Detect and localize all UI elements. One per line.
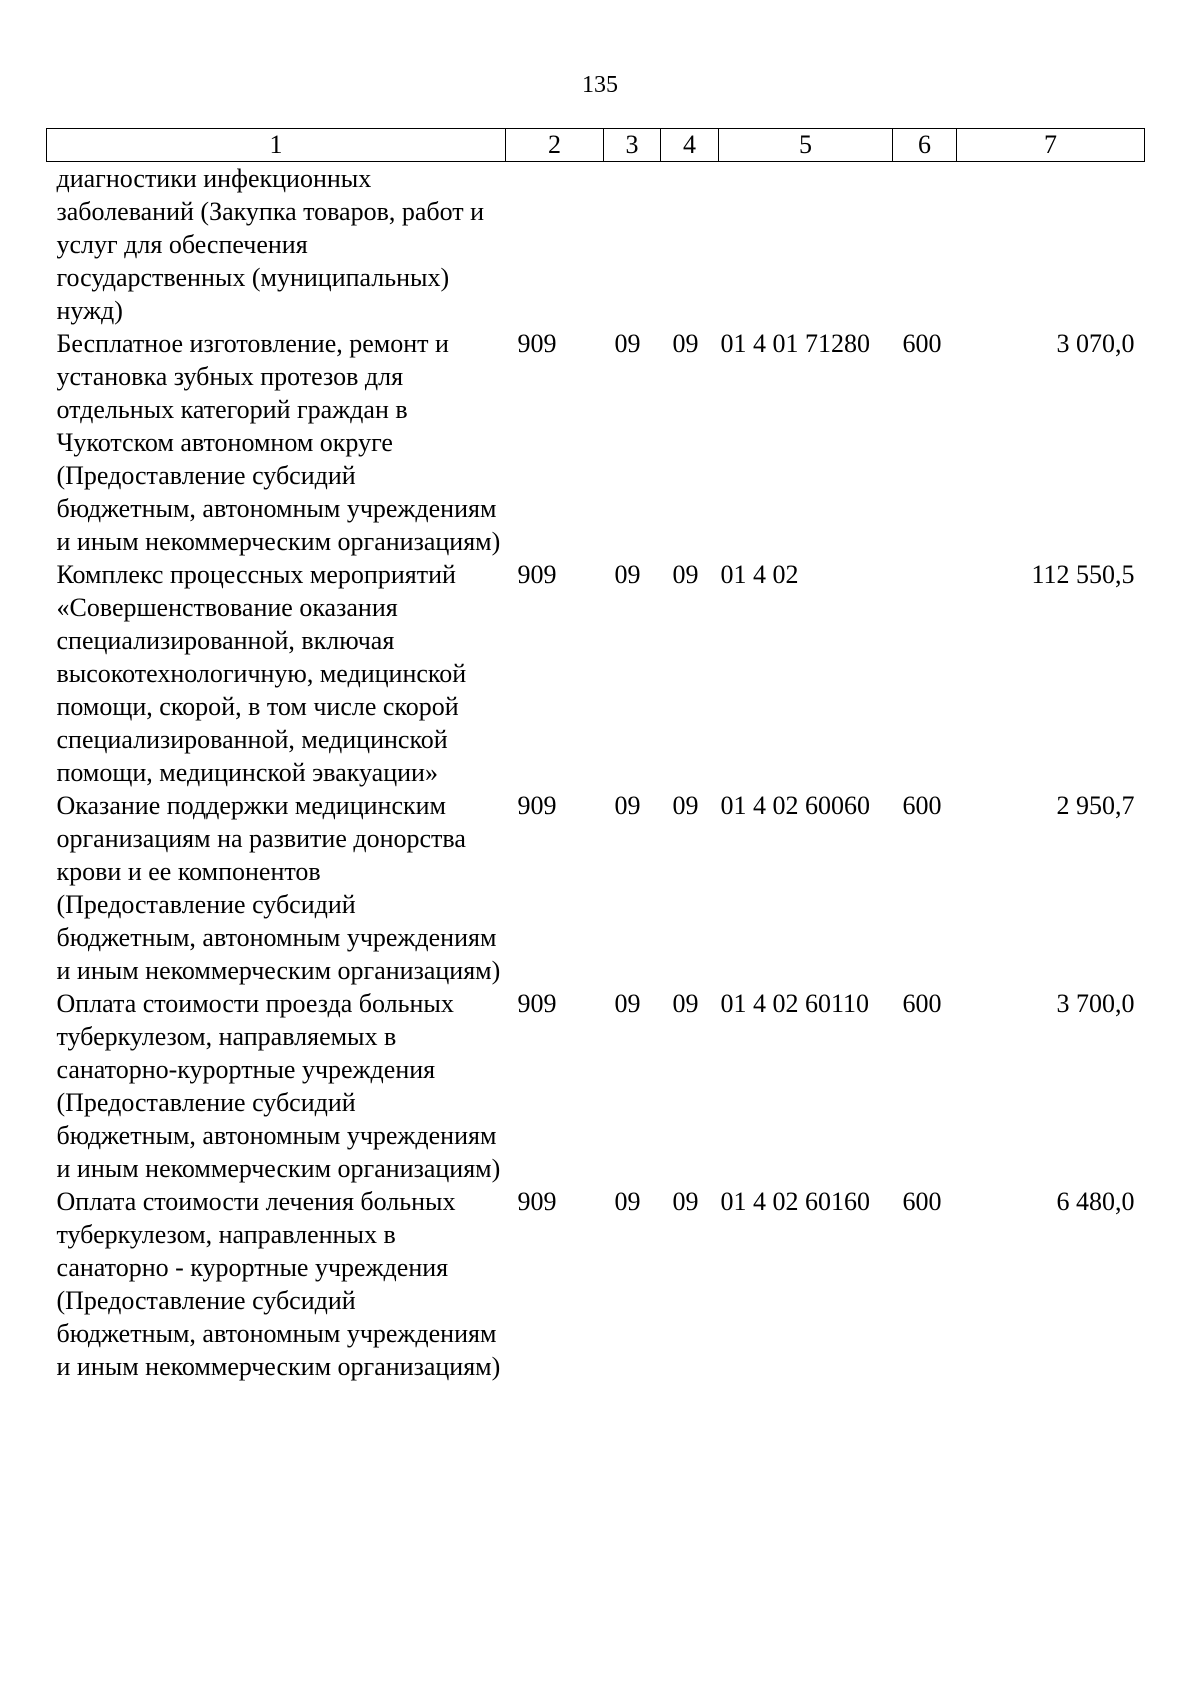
row-grbs xyxy=(506,162,604,328)
budget-table xyxy=(46,128,1145,1383)
row-target-item: 01 4 02 60160 xyxy=(720,1187,870,1216)
row-name: Бесплатное изготовление, ремонт и установка зубных протезов для отдельных категорий граждан в Чукотском автономном округе (Предоставление субсидий бюджетным, автономным учреждениям и иным некоммерческим организациям) xyxy=(56,329,501,556)
row-name: Оплата стоимости проезда больных туберкулезом, направляемых в санаторно-курортные учреждения (Предоставление субсидий бюджетным, автономным учреждениям и иным некоммерческим организациям) xyxy=(56,989,501,1183)
header-col-5: 5 xyxy=(719,129,893,162)
row-amount xyxy=(957,162,1145,328)
row-subsection: 09 xyxy=(672,989,699,1018)
row-name: Оплата стоимости лечения больных туберкулезом, направленных в санаторно - курортные учреждения (Предоставление субсидий бюджетным, автономным учреждениям и иным некоммерческим организациям) xyxy=(56,1187,501,1381)
table-row xyxy=(47,789,1145,987)
row-subsection: 09 xyxy=(672,1187,699,1216)
row-target-item xyxy=(719,162,893,328)
row-grbs: 909 xyxy=(517,329,557,358)
row-amount: 6 480,0 xyxy=(1056,1187,1135,1216)
header-col-1: 1 xyxy=(47,129,506,162)
row-expense-type: 600 xyxy=(902,329,942,358)
row-amount: 112 550,5 xyxy=(1031,560,1135,589)
row-expense-type: 600 xyxy=(902,1187,942,1216)
header-col-4: 4 xyxy=(661,129,719,162)
row-section xyxy=(604,162,661,328)
header-col-6: 6 xyxy=(893,129,957,162)
header-col-7: 7 xyxy=(957,129,1145,162)
row-expense-type xyxy=(893,162,957,328)
table-row xyxy=(47,558,1145,789)
row-target-item: 01 4 02 xyxy=(720,560,799,589)
header-col-3: 3 xyxy=(604,129,661,162)
row-amount: 2 950,7 xyxy=(1056,791,1135,820)
row-subsection: 09 xyxy=(672,791,699,820)
row-subsection xyxy=(661,162,719,328)
row-section: 09 xyxy=(614,329,641,358)
row-amount: 3 700,0 xyxy=(1056,989,1135,1018)
header-col-2: 2 xyxy=(506,129,604,162)
row-grbs: 909 xyxy=(517,1187,557,1216)
row-name: Оказание поддержки медицинским организациям на развитие донорства крови и ее компонентов (Предоставление субсидий бюджетным, автономным учреждениям и иным некоммерческим организациям) xyxy=(56,791,501,985)
row-section: 09 xyxy=(614,989,641,1018)
row-section: 09 xyxy=(614,560,641,589)
row-target-item: 01 4 02 60060 xyxy=(720,791,870,820)
row-subsection: 09 xyxy=(672,560,699,589)
page-number: 135 xyxy=(582,72,618,98)
table-header-row xyxy=(47,129,1145,162)
row-subsection: 09 xyxy=(672,329,699,358)
row-section: 09 xyxy=(614,791,641,820)
table-row xyxy=(47,162,1145,328)
row-expense-type xyxy=(893,558,957,789)
row-name: диагностики инфекционных заболеваний (Закупка товаров, работ и услуг для обеспечения государственных (муниципальных) нужд) xyxy=(56,164,485,325)
table-row xyxy=(47,1185,1145,1383)
row-expense-type: 600 xyxy=(902,791,942,820)
row-expense-type: 600 xyxy=(902,989,942,1018)
row-target-item: 01 4 01 71280 xyxy=(720,329,870,358)
table-row xyxy=(47,987,1145,1185)
row-grbs: 909 xyxy=(517,560,557,589)
table-row xyxy=(47,327,1145,558)
row-target-item: 01 4 02 60110 xyxy=(720,989,870,1018)
row-section: 09 xyxy=(614,1187,641,1216)
row-grbs: 909 xyxy=(517,791,557,820)
row-name: Комплекс процессных мероприятий «Совершенствование оказания специализированной, включая высокотехнологичную, медицинской помощи, скорой, в том числе скорой специализированной, медицинской помощи, медицинской эвакуации» xyxy=(56,560,467,787)
row-amount: 3 070,0 xyxy=(1056,329,1135,358)
row-grbs: 909 xyxy=(517,989,557,1018)
